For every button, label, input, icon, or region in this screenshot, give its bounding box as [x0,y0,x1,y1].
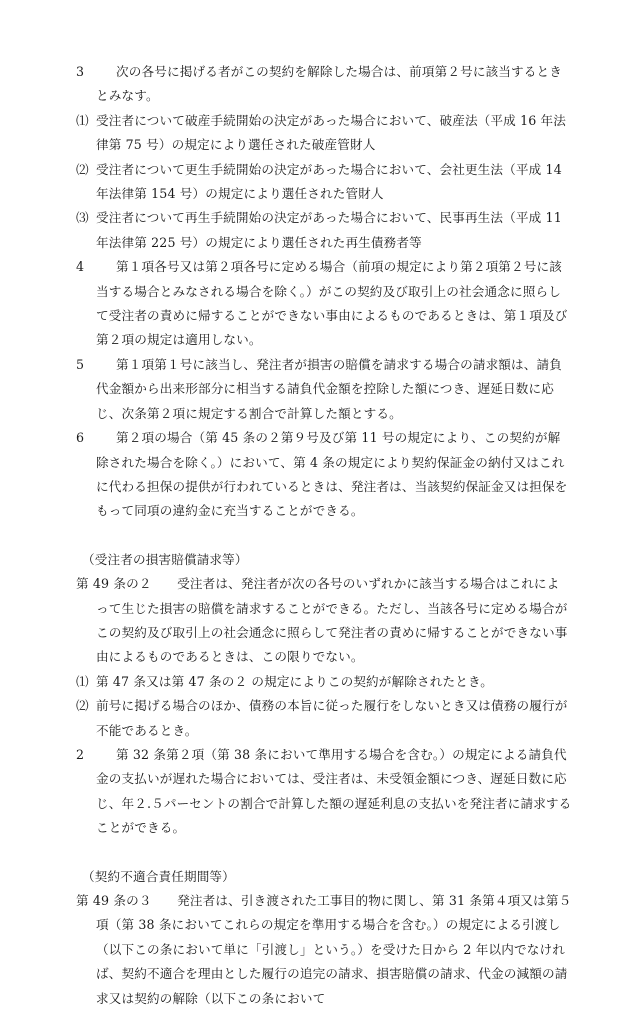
paragraph-text: 第１項第１号に該当し、発注者が損害の賠償を請求する場合の請求額は、請負代金額から出来形部分に相当する請負代金額を控除した額につき、遅延日数に応じ、次条第２項に規定する割合で計算した額とする。 [96,356,563,421]
article-number: 第 49 条の３ [76,893,152,908]
article-number: 第 49 条の２ [76,576,152,592]
paragraph-number: 6 [76,430,85,446]
item-text: 受注者について再生手続開始の決定があった場合において、民事再生法（平成 11 年法律第 225 号）の規定により選任された再生債務者等 [96,210,562,250]
paragraph-4 [76,255,572,353]
item-49-2-2 [76,694,572,743]
paragraph-number: 2 [76,746,85,762]
section-heading-nonconformity-period: （契約不適合責任期間等） [82,868,235,884]
article-49-2 [76,572,572,670]
item-number: ⑴ [76,673,89,689]
paragraph-number: 4 [76,259,85,275]
item-text: 第 47 条又は第 47 条の２ の規定によりこの契約が解除されたとき。 [96,673,493,689]
paragraph-3 [76,60,572,109]
item-number: ⑶ [76,210,89,226]
item-number: ⑵ [76,161,89,177]
paragraph-number: 5 [76,356,85,372]
paragraph-number: 3 [76,64,85,79]
item-49-2-1 [76,670,572,694]
item-2 [76,158,572,207]
item-text: 受注者について更生手続開始の決定があった場合において、会社更生法（平成 14 年法律第 154 号）の規定により選任された管財人 [96,161,562,202]
section-heading-contractor-damages: （受注者の損害賠償請求等） [82,551,248,567]
article-text: 受注者は、発注者が次の各号のいずれかに該当する場合はこれによって生じた損害の賠償を請求することができる。ただし、当該各号に定める場合がこの契約及び取引上の社会通念に照らして発注者の責めに帰することができない事由によるものであるときは、この限りでない。 [96,576,568,665]
item-3 [76,206,572,255]
paragraph-text: 次の各号に掲げる者がこの契約を解除した場合は、前項第２号に該当するときとみなす。 [96,64,563,104]
item-text: 前号に掲げる場合のほか、債務の本旨に従った履行をしないとき又は債務の履行が不能であるとき。 [96,698,568,738]
paragraph-5 [76,353,572,426]
item-number: ⑵ [76,698,89,714]
paragraph-6 [76,426,572,524]
paragraph-text: 第１項各号又は第２項各号に定める場合（前項の規定により第２項第２号に該当する場合とみなされる場合を除く。）がこの契約及び取引上の社会通念に照らして受注者の責めに帰することができない事由によるものであるときは、第１項及び第２項の規定は適用しない。 [96,259,568,348]
item-number: ⑴ [76,112,89,128]
article-text: 発注者は、引き渡された工事目的物に関し、第 31 条第４項又は第５項（第 38 条においてこれらの規定を準用する場合を含む。）の規定による引渡し（以下この条において単に「引渡し」という。）を受けた日から 2 年以内でなければ、契約不適合を理由とした履行の追完の請求、損害賠償の請求、代金の減額の請求又は契約の解除（以下この条において [96,893,572,1006]
paragraph-text: 第 32 条第２項（第 38 条において準用する場合を含む。）の規定による請負代金の支払いが遅れた場合においては、受注者は、未受領金額につき、遅延日数に応じ、年２.５パーセントの割合で計算した額の遅延利息の支払いを発注者に請求することができる。 [96,746,572,836]
item-1 [76,109,572,158]
item-text: 受注者について破産手続開始の決定があった場合において、破産法（平成 16 年法律第 75 号）の規定により選任された破産管財人 [96,112,567,153]
article-49-3 [76,889,572,1011]
paragraph-49-2-2 [76,743,572,841]
paragraph-text: 第２項の場合（第 45 条の２第９号及び第 11 号の規定により、この契約が解除された場合を除く。）において、第 4 条の規定により契約保証金の納付又はこれに代わる担保の提供が行われているときは、発注者は、当該契約保証金又は担保をもって同項の違約金に充当することができる。 [96,430,568,519]
